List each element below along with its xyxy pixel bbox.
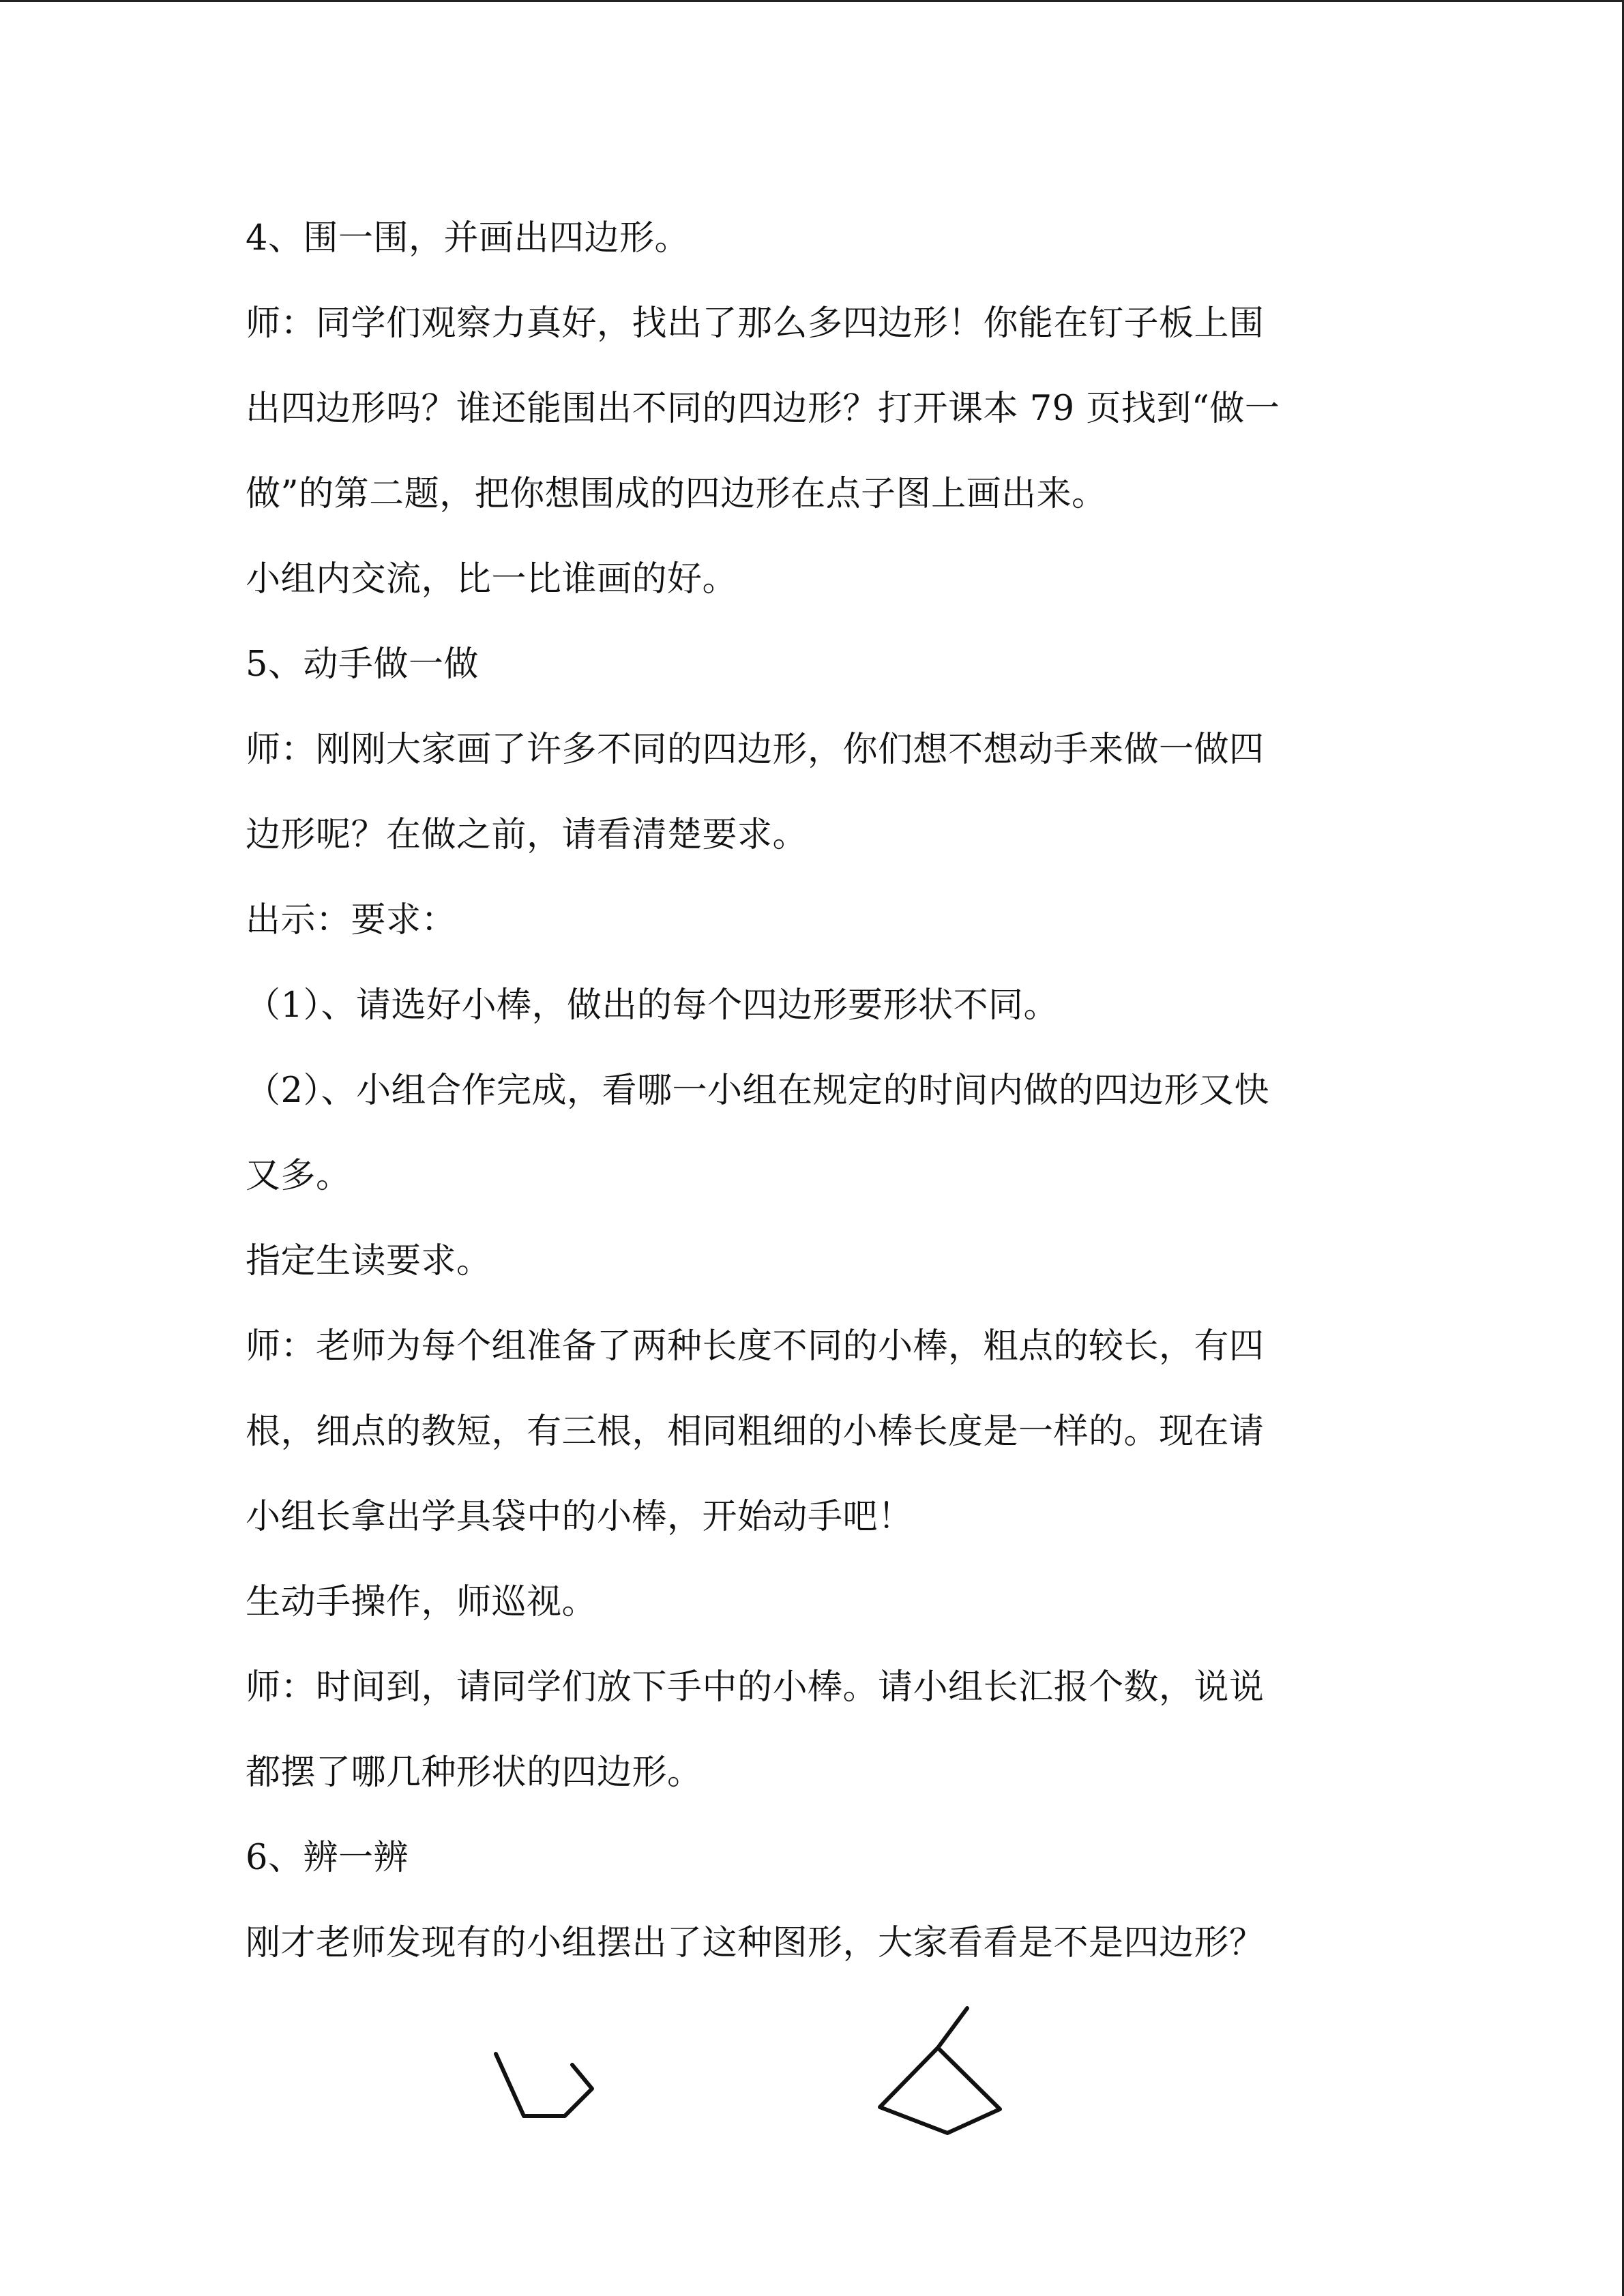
paragraph-line-7: 边形呢？在做之前，请看清楚要求。 (246, 815, 808, 855)
crossing-shape-extended-stick (938, 2008, 967, 2048)
requirement-1: （1）、请选好小棒，做出的每个四边形要形状不同。 (246, 985, 1059, 1026)
paragraph-line-18: 都摆了哪几种形状的四边形。 (246, 1753, 703, 1793)
open-shape-lines (496, 2054, 592, 2116)
crossing-shape-outline (880, 2048, 1000, 2133)
heading-6: 6、辨一辨 (246, 1838, 409, 1878)
paragraph-line-8: 出示：要求： (246, 900, 457, 940)
paragraph-line-14: 根，细点的教短，有三根，相同粗细的小棒长度是一样的。现在请 (246, 1412, 1265, 1452)
paragraph-line-2: 出四边形吗？谁还能围出不同的四边形？打开课本 79 页找到“做一 (246, 389, 1280, 429)
heading-5: 5、动手做一做 (246, 644, 479, 685)
paragraph-line-13: 师：老师为每个组准备了两种长度不同的小棒，粗点的较长，有四 (246, 1326, 1265, 1367)
paragraph-line-12: 指定生读要求。 (246, 1241, 492, 1281)
requirement-2: （2）、小组合作完成，看哪一小组在规定的时间内做的四边形又快 (246, 1071, 1269, 1111)
paragraph-line-1: 师：同学们观察力真好，找出了那么多四边形！你能在钉子板上围 (246, 303, 1265, 344)
paragraph-line-4: 小组内交流，比一比谁画的好。 (246, 559, 738, 599)
paragraph-line-17: 师：时间到，请同学们放下手中的小棒。请小组长汇报个数，说说 (246, 1667, 1265, 1708)
open-four-stick-shape (496, 2054, 592, 2116)
paragraph-line-16: 生动手操作，师巡视。 (246, 1582, 597, 1622)
requirement-2-continued: 又多。 (246, 1156, 351, 1196)
heading-4: 4、围一围，并画出四边形。 (246, 218, 690, 258)
paragraph-line-3: 做”的第二题，把你想围成的四边形在点子图上画出来。 (246, 474, 1107, 514)
paragraph-line-15: 小组长拿出学具袋中的小棒，开始动手吧！ (246, 1497, 913, 1537)
crossing-four-stick-shape (880, 2008, 1000, 2133)
paragraph-line-20: 刚才老师发现有的小组摆出了这种图形，大家看看是不是四边形？ (246, 1923, 1265, 1963)
paragraph-line-6: 师：刚刚大家画了许多不同的四边形，你们想不想动手来做一做四 (246, 730, 1265, 770)
